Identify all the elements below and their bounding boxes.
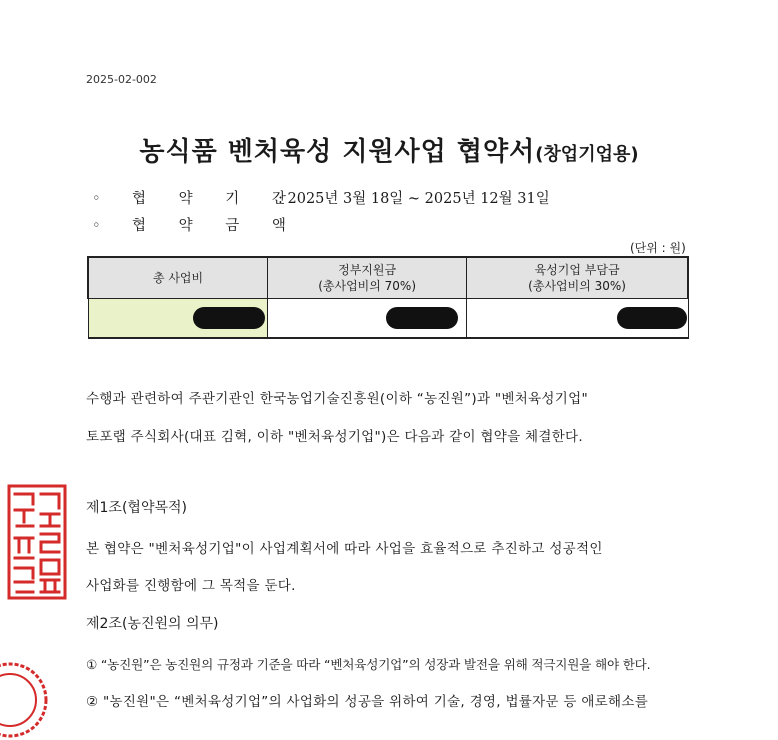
contract-amount-table: [87, 256, 689, 339]
article-2-title: 제2조(농진원의 의무): [86, 616, 219, 632]
redaction-mark: [386, 307, 458, 329]
circular-stamp-icon: [0, 660, 50, 740]
redaction-mark: [193, 307, 265, 329]
header-government-grant-note: (총사업비의 70%): [318, 279, 417, 293]
value-government-grant: [268, 299, 467, 339]
table-value-row: [88, 299, 688, 339]
article-1-line-2: 사업화를 진행함에 그 목적을 둔다.: [86, 578, 296, 594]
value-total-cost: [88, 299, 268, 339]
title-subtitle: (창업기업용): [535, 144, 639, 165]
article-2-line-2: ② "농진원"은 “벤처육성기업”의 사업화의 성공을 위하여 기술, 경영, 법률자문 등 애로해소를: [86, 694, 649, 710]
header-company-share: [467, 257, 688, 299]
value-company-share: [467, 299, 688, 339]
term-row-amount: [92, 214, 300, 235]
header-company-share-label: 육성기업 부담금: [534, 263, 620, 277]
table-header-row: [88, 257, 688, 299]
term-label-amount: 협 약 금 액: [132, 218, 300, 234]
term-bullet: ◦: [92, 218, 101, 234]
document-number: 2025-02-002: [86, 73, 157, 86]
header-total-cost-label: 총 사업비: [152, 271, 204, 285]
article-2-line-1: ① “농진원”은 농진원의 규정과 기준을 따라 “벤처육성기업”의 성장과 발전을 위해 적극지원을 해야 한다.: [86, 657, 651, 672]
intro-line-2: 토포랩 주식회사(대표 김혁, 이하 "벤처육성기업")은 다음과 같이 협약을 체결한다.: [86, 429, 583, 445]
article-1-title: 제1조(협약목적): [86, 500, 187, 516]
article-1-line-1: 본 협약은 "벤처육성기업"이 사업계획서에 따라 사업을 효율적으로 추진하고 성공적인: [86, 541, 603, 557]
header-government-grant: [268, 257, 467, 299]
header-total-cost: [88, 257, 268, 299]
term-bullet: ◦: [92, 191, 101, 207]
header-company-share-note: (총사업비의 30%): [528, 279, 626, 293]
redaction-mark: [617, 307, 687, 329]
term-label-period: 협 약 기 간: [132, 191, 300, 207]
document-title: [0, 131, 778, 168]
unit-note: (단위 : 원): [630, 241, 686, 255]
title-main: 농식품 벤처육성 지원사업 협약서: [139, 137, 536, 167]
term-row-period: [92, 187, 550, 208]
intro-line-1: 수행과 관련하여 주관기관인 한국농업기술진흥원(이하 “농진원”)과 "벤처육성기업": [86, 391, 588, 407]
header-government-grant-label: 정부지원금: [338, 263, 397, 277]
official-seal-icon: [5, 482, 69, 602]
term-value-period: : 2025년 3월 18일 ~ 2025년 12월 31일: [278, 191, 550, 207]
